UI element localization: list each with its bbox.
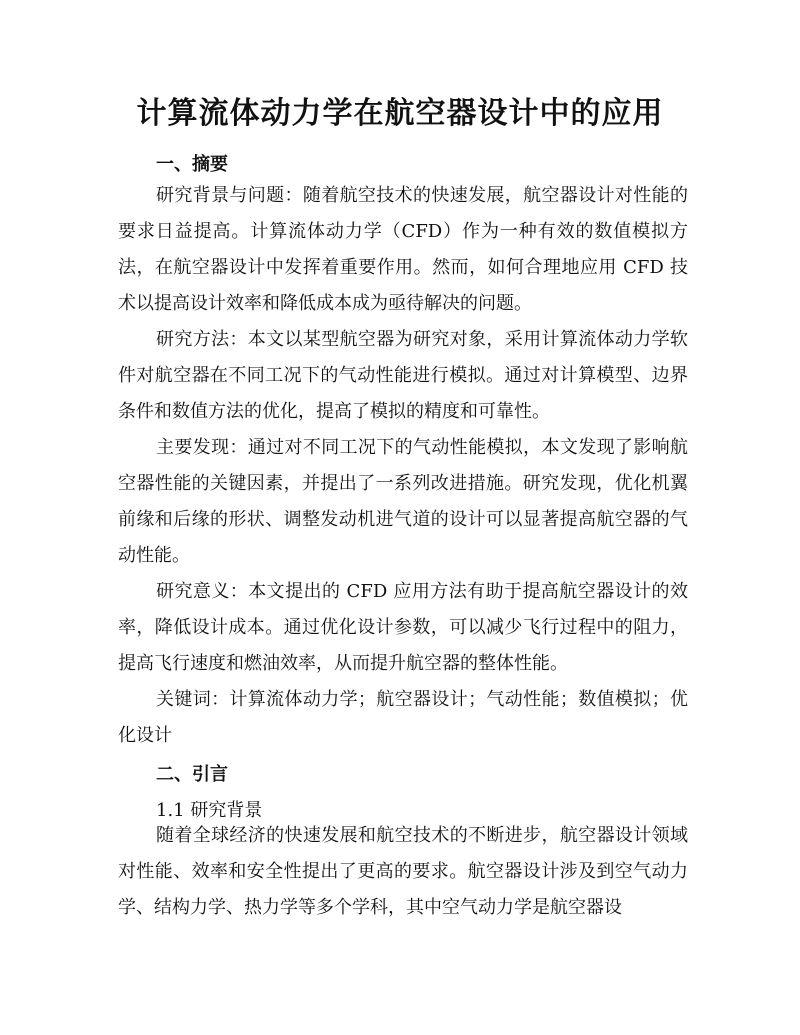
abstract-findings-paragraph: 主要发现：通过对不同工况下的气动性能模拟，本文发现了影响航空器性能的关键因素，并提出了一系列改进措施。研究发现，优化机翼前缘和后缘的形状、调整发动机进气道的设计可以显著提高航空器的气动性能。 (118, 437, 688, 566)
abstract-background-paragraph: 研究背景与问题：随着航空技术的快速发展，航空器设计对性能的要求日益提高。计算流体动力学（CFD）作为一种有效的数值模拟方法，在航空器设计中发挥着重要作用。然而，如何合理地应用 CFD 技术以提高设计效率和降低成本成为亟待解决的问题。 (118, 185, 688, 314)
introduction-paragraph: 随着全球经济的快速发展和航空技术的不断进步，航空器设计领域对性能、效率和安全性提出了更高的要求。航空器设计涉及到空气动力学、结构力学、热力学等多个学科，其中空气动力学是航空器设 (118, 825, 688, 918)
abstract-significance-paragraph: 研究意义：本文提出的 CFD 应用方法有助于提高航空器设计的效率，降低设计成本。通过优化设计参数，可以减少飞行过程中的阻力，提高飞行速度和燃油效率，从而提升航空器的整体性能。 (118, 581, 688, 674)
research-background-subheading: 1.1 研究背景 (156, 800, 263, 821)
introduction-heading: 二、引言 (156, 764, 228, 785)
abstract-heading: 一、摘要 (156, 154, 228, 175)
keywords-paragraph: 关键词：计算流体动力学；航空器设计；气动性能；数值模拟；优化设计 (118, 689, 688, 746)
abstract-method-paragraph: 研究方法：本文以某型航空器为研究对象，采用计算流体动力学软件对航空器在不同工况下的气动性能进行模拟。通过对计算模型、边界条件和数值方法的优化，提高了模拟的精度和可靠性。 (118, 329, 688, 422)
document-title: 计算流体动力学在航空器设计中的应用 (136, 96, 664, 131)
